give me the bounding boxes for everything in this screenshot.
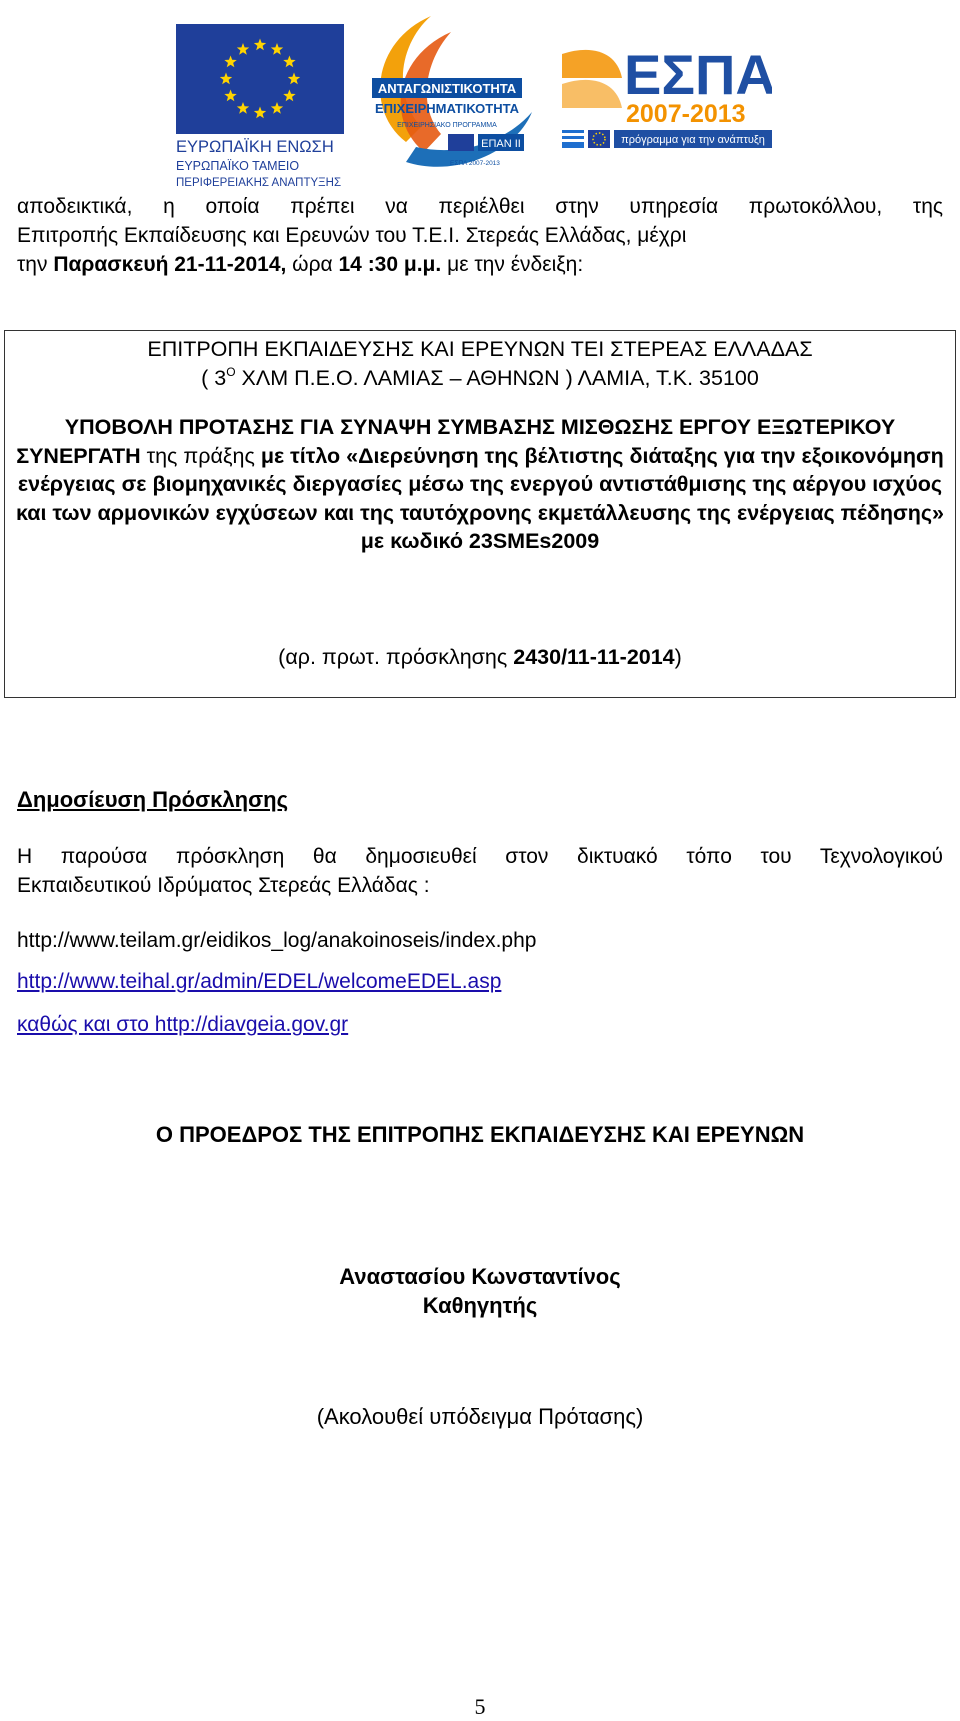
- reference-suffix: ): [674, 645, 682, 669]
- competitiveness-swirl-icon: [346, 2, 546, 184]
- intro-line-3-prefix: την: [17, 253, 48, 276]
- teilam-url: http://www.teilam.gr/eidikos_log/anakoinoseis/index.php: [17, 929, 537, 952]
- follows-note: (Ακολουθεί υπόδειγμα Πρότασης): [316, 1404, 644, 1429]
- signer-block: [0, 1262, 960, 1320]
- president-role: Ο ΠΡΟΕΔΡΟΣ ΤΗΣ ΕΠΙΤΡΟΠΗΣ ΕΚΠΑΙΔΕΥΣΗΣ ΚΑΙ ΕΡΕΥΝΩΝ: [155, 1122, 805, 1147]
- espa-logo-icon: [562, 38, 772, 154]
- reference-prefix: (αρ. πρωτ. πρόσκλησης: [278, 645, 508, 669]
- proposal-middle: της πράξης: [146, 443, 255, 468]
- eu-logo-line1: ΕΥΡΩΠΑΪΚΗ ΕΝΩΣΗ: [176, 138, 334, 156]
- teihal-link[interactable]: http://www.teihal.gr/admin/EDEL/welcomeEDEL.asp: [17, 970, 502, 993]
- signer-name: Αναστασίου Κωνσταντίνος: [339, 1264, 621, 1289]
- eu-flag-icon: [176, 24, 344, 192]
- proposal-heading-block: [15, 413, 945, 556]
- competitiveness-logo-line3: ΕΠΙΧΕΙΡΗΣΙΑΚΟ ΠΡΟΓΡΑΜΜΑ: [397, 122, 497, 129]
- competitiveness-logo: [346, 2, 546, 184]
- publication-text-line-1: Η παρούσα πρόσκληση θα δημοσιευθεί στον δικτυακό τόπο του Τεχνολογικού: [17, 845, 943, 868]
- espa-tagline: πρόγραμμα για την ανάπτυξη: [621, 134, 765, 146]
- proposal-heading: ΥΠΟΒΟΛΗ ΠΡΟΤΑΣΗΣ ΓΙΑ ΣΥΝΑΨΗ ΣΥΜΒΑΣΗΣ ΜΙΣΘΩΣΗΣ ΕΡΓΟΥ ΕΞΩΤΕΡΙΚΟΥ ΣΥΝΕΡΓΑΤΗ: [16, 415, 896, 468]
- diavgeia-link[interactable]: καθώς και στο http://diavgeia.gov.gr: [17, 1013, 349, 1036]
- intro-line-3: [17, 250, 943, 279]
- deadline-date: Παρασκευή 21-11-2014,: [53, 253, 287, 276]
- address-km-prefix: ( 3: [201, 366, 227, 390]
- reference-number: 2430/11-11-2014: [513, 645, 675, 669]
- deadline-time: 14 :30 μ.μ.: [338, 253, 442, 276]
- address-line-2: [5, 364, 955, 393]
- competitiveness-logo-line1: ΑΝΤΑΓΩΝΙΣΤΙΚΟΤΗΤΑ: [377, 81, 517, 96]
- time-prefix: ώρα: [292, 253, 333, 276]
- signer-title: Καθηγητής: [422, 1293, 538, 1318]
- intro-paragraph: [17, 192, 943, 279]
- address-km-superscript: Ο: [226, 365, 236, 379]
- eu-logo: [176, 24, 344, 192]
- espa-title: ΕΣΠΑ: [624, 43, 772, 106]
- publication-text-line-2: Εκπαιδευτικού Ιδρύματος Στερεάς Ελλάδας :: [17, 874, 430, 897]
- address-line-1: ΕΠΙΤΡΟΠΗ ΕΚΠΑΙΔΕΥΣΗΣ ΚΑΙ ΕΡΕΥΝΩΝ ΤΕΙ ΣΤΕΡΕΑΣ ΕΛΛΑΔΑΣ: [147, 337, 813, 361]
- eu-logo-line2: ΕΥΡΩΠΑΪΚΟ ΤΑΜΕΙΟ: [176, 159, 300, 173]
- eu-logo-line3: ΠΕΡΙΦΕΡΕΙΑΚΗΣ ΑΝΑΠΤΥΞΗΣ: [176, 177, 342, 189]
- espa-years: 2007-2013: [626, 100, 746, 128]
- competitiveness-logo-line2: ΕΠΙΧΕΙΡΗΜΑΤΙΚΟΤΗΤΑ: [375, 101, 519, 116]
- competitiveness-small: ΕΣΠΑ 2007-2013: [450, 160, 500, 167]
- reference-line: [5, 643, 955, 672]
- proposal-title: με τίτλο «Διερεύνηση της βέλτιστης διάταξης για την εξοικονόμηση ενέργειας σε βιομηχανικές διεργασίες μέσω της ενεργού αντιστάθμισης της αέργου ισχύος και των αρμονικών εγχύσεων και της ταυτόχρονης εκμετάλλευσης της ενέργειας πέδησης» με κωδικό 23SMEs2009: [16, 443, 944, 553]
- submission-label-box: [4, 330, 956, 698]
- competitiveness-badge: ΕΠΑΝ ΙΙ: [481, 138, 521, 150]
- page-number: 5: [474, 1694, 486, 1719]
- publication-title: Δημοσίευση Πρόσκλησης: [17, 787, 289, 812]
- espa-logo: [562, 38, 772, 154]
- intro-line-3-suffix: με την ένδειξη:: [447, 253, 584, 276]
- intro-line-1: αποδεικτικά, η οποία πρέπει να περιέλθει στην υπηρεσία πρωτοκόλλου, της: [17, 195, 943, 218]
- intro-line-2: Επιτροπής Εκπαίδευσης και Ερευνών του Τ.Ε.Ι. Στερεάς Ελλάδας, μέχρι: [17, 224, 687, 247]
- address-km-rest: ΧΛΜ Π.Ε.Ο. ΛΑΜΙΑΣ – ΑΘΗΝΩΝ ) ΛΑΜΙΑ, Τ.Κ. 35100: [241, 366, 759, 390]
- publication-text: [17, 842, 943, 900]
